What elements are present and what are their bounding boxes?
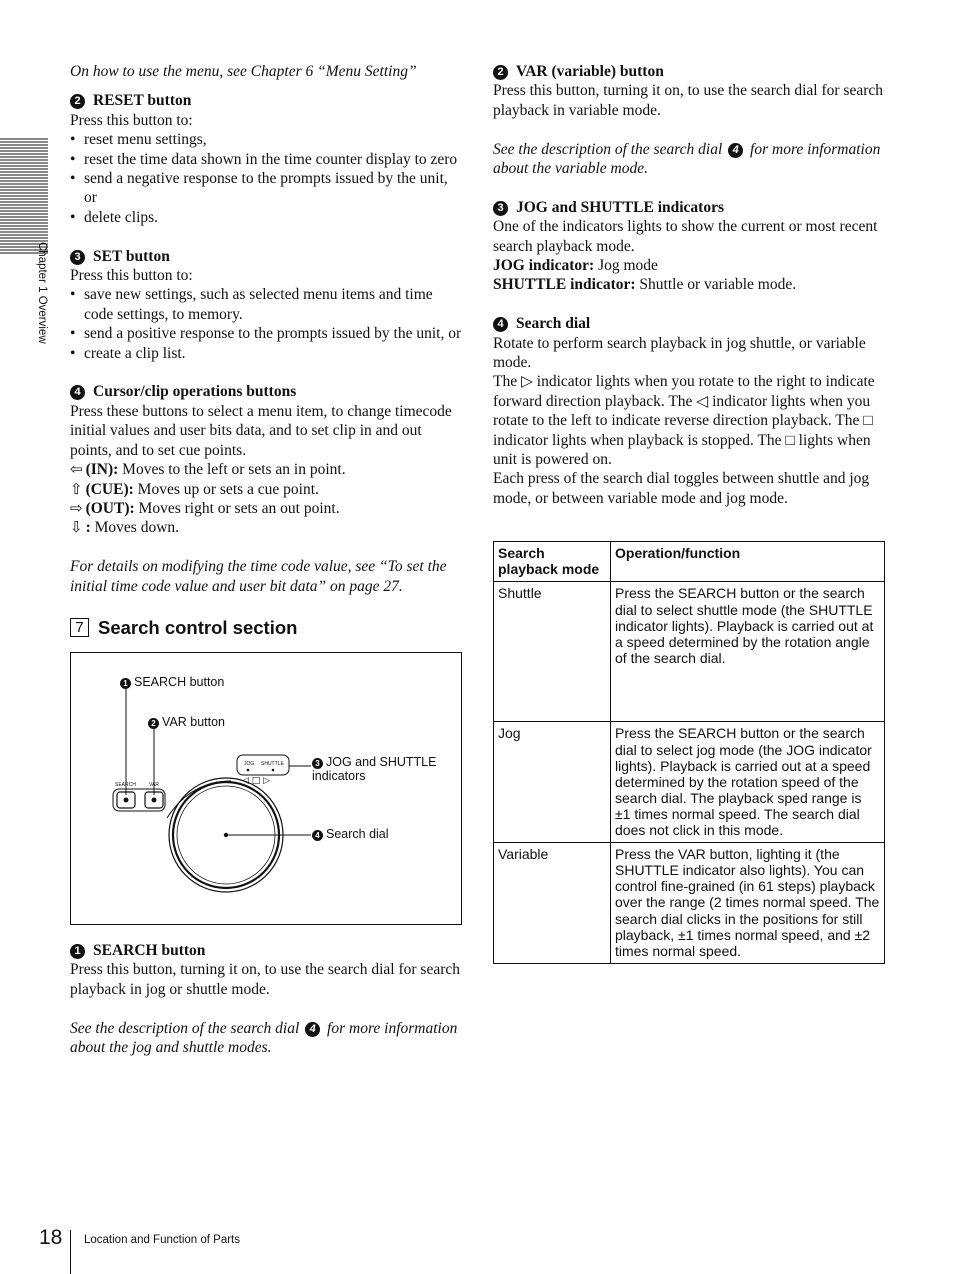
svg-text:SEARCH: SEARCH <box>115 781 136 788</box>
reset-button-section <box>70 91 462 227</box>
var-button-callout: 2 VAR button <box>148 715 225 729</box>
jog-shuttle-section <box>493 198 885 295</box>
svg-text:JOG: JOG <box>244 760 255 767</box>
search-dial-reference-note: See the description of the search dial 4 for more information about the jog and shuttle modes. <box>70 1019 458 1056</box>
table-cell: Press the SEARCH button or the search dial to select jog mode (the JOG indicator lights). Playback is carried out at a speed determined by the rotation speed of the search dial. The playback sped range is ±1 times normal speed. The search dial does not click in this mode. <box>611 722 885 843</box>
toggle-description: Each press of the search dial toggles between shuttle and jog mode, or between variable mode and jog mode. <box>493 470 870 507</box>
cursor-line-out: ⇨ (OUT): Moves right or sets an out point. <box>70 498 340 517</box>
section-description: Press this button, turning it on, to use the search dial for search playback in jog or shuttle mode. <box>70 961 461 998</box>
callout-number-badge: 2 <box>70 94 85 109</box>
search-dial-reference-note: See the description of the search dial 4 for more information about the variable mode. <box>493 140 881 178</box>
cursor-line-in: ⇦ (IN): Moves to the left or sets an in point. <box>70 460 346 479</box>
section-heading: VAR (variable) button <box>516 63 664 80</box>
list-item: • save new settings, such as selected menu items and time code settings, to memory. <box>70 285 462 324</box>
section-number-box: 7 <box>70 618 89 637</box>
arrow-right-icon: ⇨ <box>70 498 83 517</box>
search-dial-section <box>493 314 885 508</box>
table-header-row <box>494 542 885 582</box>
section-lead: Press this button to: <box>70 111 193 129</box>
section-heading: SET button <box>93 247 170 265</box>
section-heading: RESET button <box>93 92 192 110</box>
callout-number-badge: 4 <box>493 317 508 332</box>
table-cell: Press the SEARCH button or the search dial to select shuttle mode (the SHUTTLE indicator lights). Playback is carried out at a speed determined by the rotation angle of the search dial. <box>611 582 885 722</box>
arrow-up-icon: ⇧ <box>70 479 83 498</box>
search-mode-table <box>493 541 885 964</box>
chapter-tab-label: Chapter 1 Overview <box>36 242 48 344</box>
table-row <box>494 582 885 722</box>
search-button-callout: 1 SEARCH button <box>120 675 224 689</box>
section-description: One of the indicators lights to show the current or most recent search playback mode. <box>493 218 878 255</box>
jog-indicator-line: JOG indicator: Jog mode <box>493 257 658 275</box>
list-item: • create a clip list. <box>70 344 462 363</box>
table-row <box>494 722 885 843</box>
list-item: • send a negative response to the prompts issued by the unit, or <box>70 169 462 208</box>
section-title: Search control section <box>98 616 298 638</box>
arrow-left-icon: ⇦ <box>70 460 83 479</box>
set-button-section <box>70 247 462 363</box>
table-cell: Variable <box>494 843 611 964</box>
cursor-line-down: ⇩ : Moves down. <box>70 518 180 537</box>
control-panel-illustration <box>71 653 461 924</box>
footer-divider <box>70 1230 71 1274</box>
section-heading: SEARCH button <box>93 941 206 959</box>
list-item: • reset menu settings, <box>70 130 462 149</box>
table-cell: Press the VAR button, lighting it (the SHUTTLE indicator also lights). You can control fine-grained (in 61 steps) playback over the range (2 times normal speed. The search dial clicks in the positions for still playback, ±1 times normal speed, and ±2 times normal speed. <box>611 843 885 964</box>
search-control-diagram <box>70 652 462 925</box>
callout-number-badge: 4 <box>70 385 85 400</box>
indicator-description: The ▷ indicator lights when you rotate to the right to indicate forward direction playback. The ◁ indicator lights when you rotate to the left to indicate reverse direction playback. The □ indicator lights when playback is stopped. The □ lights when unit is powered on. <box>493 373 875 469</box>
callout-number-badge: 2 <box>493 65 508 80</box>
callout-number-badge: 1 <box>70 944 85 959</box>
var-button-section <box>493 62 885 178</box>
cursor-line-cue: ⇧ (CUE): Moves up or sets a cue point. <box>70 479 319 498</box>
section-description: Rotate to perform search playback in jog shuttle, or variable mode. <box>493 334 866 372</box>
table-header-cell: Operation/function <box>611 542 885 582</box>
bullet-list <box>70 285 462 363</box>
menu-reference-note: On how to use the menu, see Chapter 6 “Menu Setting” <box>70 63 417 80</box>
list-item: • reset the time data shown in the time counter display to zero <box>70 150 462 169</box>
right-column <box>493 62 885 964</box>
search-button-section <box>70 941 462 1057</box>
bullet-list <box>70 130 462 227</box>
table-row <box>494 843 885 964</box>
page-number: 18 <box>39 1226 63 1249</box>
arrow-down-icon: ⇩ <box>70 518 83 537</box>
section-lead: Press this button to: <box>70 267 193 285</box>
cursor-buttons-section <box>70 382 462 595</box>
section-heading: JOG and SHUTTLE indicators <box>516 198 725 216</box>
list-item: • delete clips. <box>70 208 462 227</box>
section-description: Press these buttons to select a menu item, to change timecode initial values and user bits data, and to set clip in and out points, and to set cue points. <box>70 402 452 459</box>
svg-text:VAR: VAR <box>149 781 159 788</box>
time-code-reference-note: For details on modifying the time code value, see “To set the initial time code value and user bit data” on page 27. <box>70 558 447 595</box>
table-cell: Jog <box>494 722 611 843</box>
section-heading: Search dial <box>516 315 591 333</box>
chapter-tab-stripes <box>0 138 48 255</box>
shuttle-indicator-line: SHUTTLE indicator: Shuttle or variable mode. <box>493 276 797 294</box>
indicators-callout: 3 JOG and SHUTTLE indicators <box>312 754 437 783</box>
list-item: • send a positive response to the prompts issued by the unit, or <box>70 324 462 343</box>
section-description: Press this button, turning it on, to use the search dial for search playback in variable mode. <box>493 82 884 119</box>
section-heading: Cursor/clip operations buttons <box>93 383 297 401</box>
search-control-heading <box>70 616 462 640</box>
callout-number-badge: 3 <box>493 201 508 216</box>
table-header-cell: Search playback mode <box>494 542 611 582</box>
footer-section-title: Location and Function of Parts <box>84 1234 240 1246</box>
table-cell: Shuttle <box>494 582 611 722</box>
callout-number-badge: 3 <box>70 250 85 265</box>
svg-text:◁ □ ▷: ◁ □ ▷ <box>242 775 271 786</box>
svg-text:SHUTTLE: SHUTTLE <box>261 760 284 767</box>
search-dial-callout: 4 Search dial <box>312 827 389 841</box>
left-column <box>70 62 462 1057</box>
